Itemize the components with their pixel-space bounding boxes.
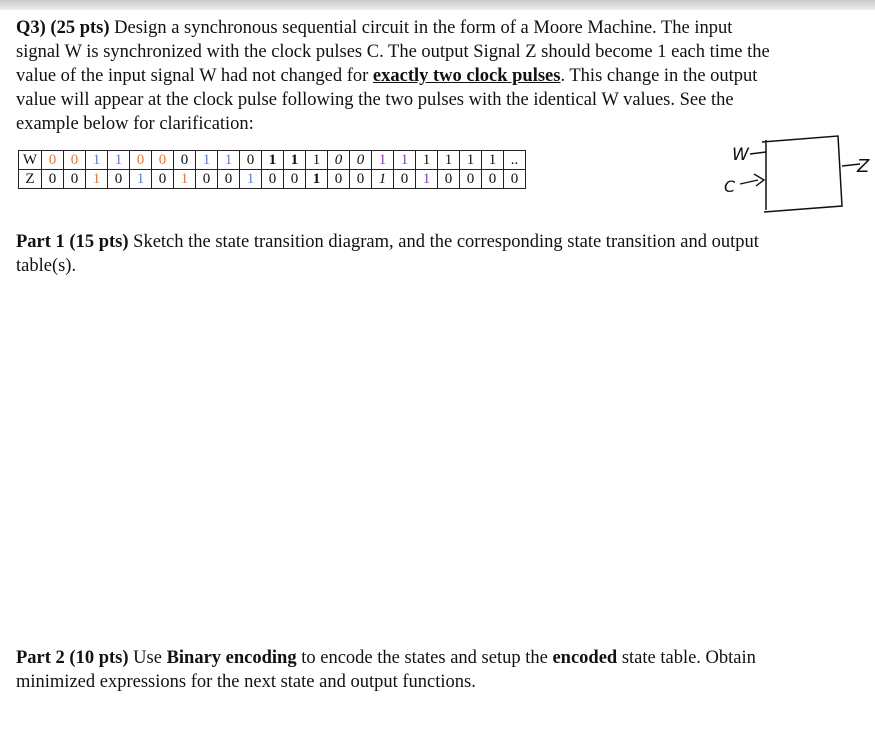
z-cell: 1 (416, 170, 438, 189)
question-paragraph (16, 16, 776, 136)
sketch-box (762, 136, 842, 212)
part2-text-2: to encode the states and setup the (296, 648, 553, 668)
w-cell: 1 (394, 151, 416, 170)
timing-table (18, 150, 526, 189)
w-cell: 1 (108, 151, 130, 170)
w-cell: 1 (438, 151, 460, 170)
part1-paragraph (16, 230, 776, 278)
z-cell: 0 (438, 170, 460, 189)
question-text-after: . This change in the output value will appear at the clock pulse following the two pulses with the identical W values. See the example below for clarification: (16, 66, 758, 134)
z-cell: 1 (372, 170, 394, 189)
w-cell: 1 (196, 151, 218, 170)
part2-text-3: state table. Obtain minimized expressions for the next state and output functions. (16, 648, 756, 692)
w-cell: 0 (174, 151, 196, 170)
z-cell: 1 (306, 170, 328, 189)
part2-paragraph (16, 646, 776, 694)
z-cell: 0 (42, 170, 64, 189)
z-cell: 0 (218, 170, 240, 189)
timing-row-w (19, 151, 526, 170)
z-cell: 1 (174, 170, 196, 189)
w-cell: 0 (130, 151, 152, 170)
w-cell: 0 (152, 151, 174, 170)
part1-text: Sketch the state transition diagram, and the corresponding state transition and output table(s). (16, 232, 759, 276)
part2-bold-2: encoded (552, 648, 618, 668)
part2-text-1: Use (128, 648, 167, 668)
z-cell: 0 (152, 170, 174, 189)
part2-bold-1: Binary encoding (166, 648, 297, 668)
question-label: Q3) (25 pts) (16, 18, 110, 38)
w-cell: 0 (42, 151, 64, 170)
timing-row-z (19, 170, 526, 189)
part2-label: Part 2 (10 pts) (16, 648, 129, 668)
w-cell: 0 (350, 151, 372, 170)
z-cell: 1 (240, 170, 262, 189)
question-underlined-phrase: exactly two clock pulses (372, 66, 561, 86)
w-cell: 0 (240, 151, 262, 170)
question-text-before: Design a synchronous sequential circuit in the form of a Moore Machine. The input signal W is synchronized with the clock pulses C. The output Signal Z should become 1 each time the value of the input signal W had not changed for (16, 18, 770, 86)
sketch-input-label: W (732, 145, 749, 165)
w-cell: .. (504, 151, 526, 170)
w-cell: 1 (218, 151, 240, 170)
w-cell: 1 (306, 151, 328, 170)
z-cell: 0 (262, 170, 284, 189)
w-cell: 1 (262, 151, 284, 170)
z-cell: 0 (284, 170, 306, 189)
w-cell: 0 (328, 151, 350, 170)
w-cell: 1 (460, 151, 482, 170)
z-cell: 1 (130, 170, 152, 189)
w-cell: 1 (482, 151, 504, 170)
z-cell: 0 (394, 170, 416, 189)
window-top-bar (0, 0, 875, 10)
z-cell: 0 (350, 170, 372, 189)
circuit-sketch (710, 122, 875, 222)
sketch-output-label: Z (857, 156, 870, 177)
sketch-clock-label: C (724, 177, 736, 196)
w-cell: 1 (86, 151, 108, 170)
z-cell: 0 (196, 170, 218, 189)
z-cell: 0 (482, 170, 504, 189)
w-cell: 1 (372, 151, 394, 170)
part1-label: Part 1 (15 pts) (16, 232, 129, 252)
w-cell: 1 (416, 151, 438, 170)
w-cell: 0 (64, 151, 86, 170)
z-cell: 0 (328, 170, 350, 189)
z-cell: 0 (460, 170, 482, 189)
w-cell: 1 (284, 151, 306, 170)
z-cell: 0 (64, 170, 86, 189)
row-label-w: W (19, 151, 42, 170)
z-cell: 0 (108, 170, 130, 189)
row-label-z: Z (19, 170, 42, 189)
z-cell: 1 (86, 170, 108, 189)
z-cell: 0 (504, 170, 526, 189)
